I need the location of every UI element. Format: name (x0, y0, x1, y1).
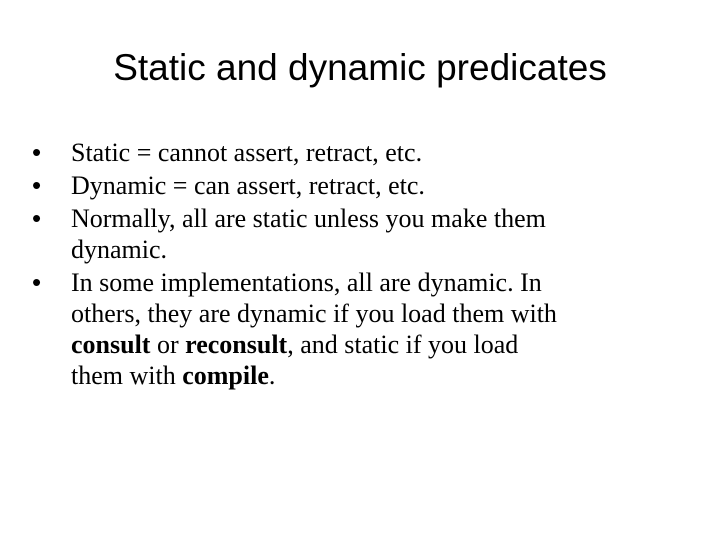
bullet-item-normally-static (32, 203, 692, 265)
bullet-text: Static = cannot assert, retract, etc. (71, 138, 423, 167)
bullet-text-fragment: them with (71, 361, 183, 390)
bullet-text-line: others, they are dynamic if you load them with (71, 299, 557, 328)
consult-keyword: consult (71, 330, 151, 359)
slide-title: Static and dynamic predicates (113, 47, 607, 88)
bullet-text-line: Normally, all are static unless you make them (71, 204, 546, 233)
bullet-icon: • (32, 137, 42, 167)
bullet-text-fragment: or (150, 330, 186, 359)
bullet-list (32, 137, 692, 393)
compile-keyword: compile (182, 361, 269, 390)
bullet-item-implementations (32, 267, 692, 391)
bullet-item-dynamic (32, 170, 692, 201)
bullet-text-fragment: , and static if you load (287, 330, 519, 359)
bullet-text-line: dynamic. (71, 235, 168, 264)
reconsult-keyword: reconsult (185, 330, 288, 359)
bullet-icon: • (32, 170, 42, 200)
bullet-item-static (32, 137, 692, 168)
bullet-icon: • (32, 203, 42, 233)
bullet-icon: • (32, 267, 42, 297)
bullet-text: Dynamic = can assert, retract, etc. (71, 171, 425, 200)
bullet-text-fragment: . (268, 361, 276, 390)
bullet-text-line: In some implementations, all are dynamic. In (71, 268, 542, 297)
